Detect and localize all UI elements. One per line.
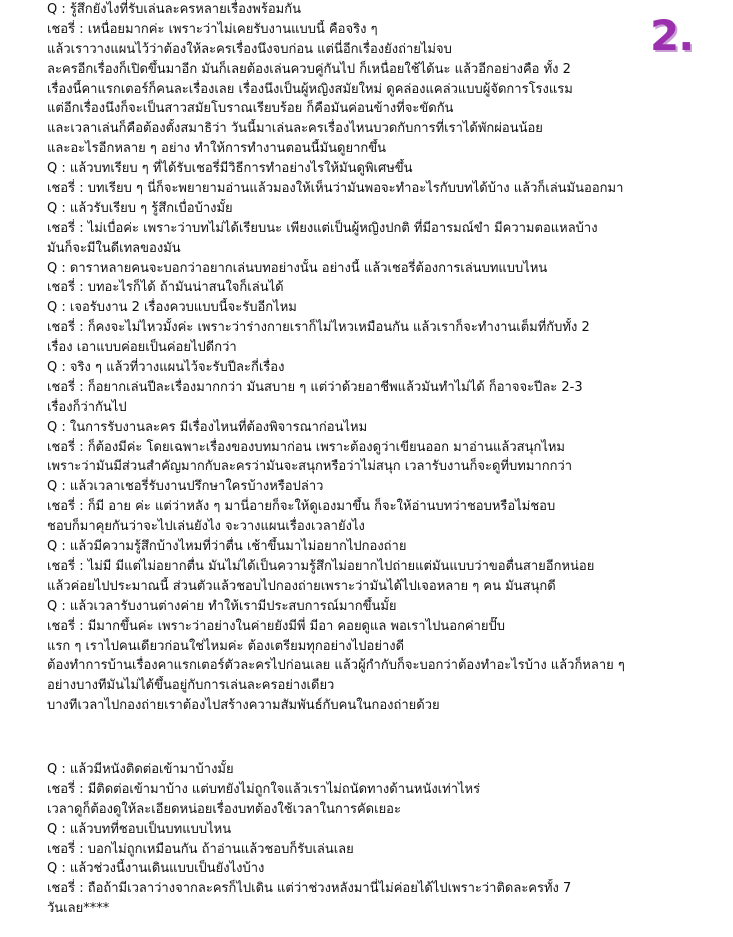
text-line: มันก็จะมีในดีเทลของมัน <box>47 240 181 256</box>
text-line: Q : รู้สึกยังไงที่รับเล่นละครหลายเรื่องพร้อมกัน <box>47 2 301 17</box>
text-line: เวลาดูก็ต้องดูให้ละเอียดหน่อยเรื่องบทต้องใช้เวลาในการคัดเยอะ <box>47 801 401 817</box>
text-line: ชอบก็มาคุยกันว่าจะไปเล่นยังไง จะวางแผนเรื่องเวลายังไง <box>47 519 365 535</box>
text-line: เชอรี่ : บทเรียบ ๆ นี่ก็จะพยายามอ่านแล้วมองให้เห็นว่ามันพอจะทำอะไรกับบทได้บ้าง แล้วก็เล่นมันออกมา <box>47 181 624 197</box>
text-line: เชอรี่ : ไม่เบื่อค่ะ เพราะว่าบทไม่ได้เรียบนะ เพียงแต่เป็นผู้หญิงปกติ ที่มีอารมณ์ขำ มีความตอแหลบ้าง <box>47 220 598 236</box>
interview-section-2 <box>47 760 687 919</box>
text-line: เชอรี่ : ก็ต้องมีค่ะ โดยเฉพาะเรื่องของบทมาก่อน เพราะต้องดูว่าเขียนออก มาอ่านแล้วสนุกไหม <box>47 439 566 455</box>
text-line: วันเลย**** <box>47 901 110 917</box>
text-line: Q : จริง ๆ แล้วที่วางแผนไว้จะรับปีละกี่เรื่อง <box>47 360 285 376</box>
text-line: Q : แล้วเวลาเชอรี่รับงานปรึกษาใครบ้างหรือปล่าว <box>47 479 324 495</box>
text-line: เพราะว่ามันมีส่วนสำคัญมากกับละครว่ามันจะสนุกหรือว่าไม่สนุก เวลารับงานก็จะดูที่บทมากกว่า <box>47 459 573 475</box>
text-line: Q : เจอรับงาน 2 เรื่องควบแบบนี้จะรับอีกไหม <box>47 300 297 316</box>
text-line: เชอรี่ : ไม่มี มีแต่ไม่อยากตื่น มันไม่ได้เป็นความรู้สึกไม่อยากไปถ่ายแต่มันแบบว่าขอตื่นสายอีกหน่อย <box>47 558 595 574</box>
text-line: แรก ๆ เราไปคนเดียวก่อนใช่ไหมค่ะ ต้องเตรียมทุกอย่างไปอย่างดี <box>47 638 405 654</box>
text-line: เชอรี่ : บอกไม่ถูกเหมือนกัน ถ้าอ่านแล้วชอบก็รับเล่นเลย <box>47 841 354 857</box>
text-line: แล้วเราวางแผนไว้ว่าต้องให้ละครเรื่องนึงจบก่อน แต่นี่อีกเรื่องยังถ่ายไม่จบ <box>47 41 452 57</box>
text-line: เรื่อง เอาแบบค่อยเป็นค่อยไปดีกว่า <box>47 340 237 356</box>
text-line: เรื่องนี้คาแรกเตอร์ก็คนละเรื่องเลย เรื่องนึงเป็นผู้หญิงสมัยใหม่ ดูคล่องแคล่วแบบผู้จัดการโรงแรม <box>47 81 573 97</box>
text-line: Q : แล้วบทเรียบ ๆ ที่ได้รับเชอรี่มีวิธีการทำอย่างไรให้มันดูพิเศษขึ้น <box>47 161 413 177</box>
text-line: และอะไรอีกหลาย ๆ อย่าง ทำให้การทำงานตอนนี้มันดูยากขึ้น <box>47 141 387 157</box>
text-line: Q : แล้วมีความรู้สึกบ้างไหมที่ว่าตื่น เช้าขึ้นมาไม่อยากไปกองถ่าย <box>47 539 407 555</box>
text-line: เชอรี่ : มีมากขึ้นค่ะ เพราะว่าอย่างในค่ายยังมีพี่ มีอา คอยดูแล พอเราไปนอกค่ายปั๊บ <box>47 618 506 634</box>
text-line: เชอรี่ : ถือถ้ามีเวลาว่างจากละครก็ไปเดิน แต่ว่าช่วงหลังมานี่ไม่ค่อยได้ไปเพราะว่าติดละครทั้ง 7 <box>47 881 572 897</box>
text-line: ต้องทำการบ้านเรื่องคาแรกเตอร์ตัวละครไปก่อนเลย แล้วผู้กำกับก็จะบอกว่าต้องทำอะไรบ้าง แล้วก็หลาย ๆ <box>47 658 625 674</box>
text-line: Q : แล้วบทที่ชอบเป็นบทแบบไหน <box>47 821 232 837</box>
text-line: Q : ดาราหลายคนจะบอกว่าอยากเล่นบทอย่างนั้น อย่างนี้ แล้วเชอรี่ต้องการเล่นบทแบบไหน <box>47 260 548 276</box>
text-line: Q : แล้วช่วงนี้งานเดินแบบเป็นยังไงบ้าง <box>47 861 265 877</box>
text-line: เชอรี่ : ก็อยากเล่นปีละเรื่องมากกว่า มันสบาย ๆ แต่ว่าด้วยอาชีพแล้วมันทำไม่ได้ ก็อาจจะปีละ 2-3 <box>47 379 583 395</box>
text-line: เรื่องก็ว่ากันไป <box>47 399 127 415</box>
page-number-logo: 2. <box>650 11 694 60</box>
text-line: เชอรี่ : เหนื่อยมากค่ะ เพราะว่าไม่เคยรับงานแบบนี้ คือจริง ๆ <box>47 21 378 37</box>
text-line: เชอรี่ : บทอะไรก็ได้ ถ้ามันน่าสนใจก็เล่นได้ <box>47 280 284 296</box>
text-line: อย่างบางทีมันไม่ได้ขึ้นอยู่กับการเล่นละครอย่างเดียว <box>47 678 335 694</box>
text-line: เชอรี่ : ก็มี อาย ค่ะ แต่ว่าหลัง ๆ มานี่อายก็จะให้ดูเองมาขึ้น ก็จะให้อ่านบทว่าชอบหรือไม่ชอบ <box>47 499 556 515</box>
text-line: และเวลาเล่นก็คือต้องตั้งสมาธิว่า วันนี้มาเล่นละครเรื่องไหนบวดกับการที่เราได้พักผ่อนน้อย <box>47 121 543 137</box>
text-line: แต่อีกเรื่องนึงก็จะเป็นสาวสมัยโบราณเรียบร้อย ก็คือมันค่อนข้างที่จะขัดกัน <box>47 101 454 117</box>
text-line: Q : แล้วเวลารับงานต่างค่าย ทำให้เรามีประสบการณ์มากขึ้นมั้ย <box>47 598 397 614</box>
text-line: ละครอีกเรื่องก็เปิดขึ้นมาอีก มันก็เลยต้องเล่นควบคู่กันไป ก็เหนื่อยใช้ได้นะ แล้วอีกอย่างคือ ทั้ง 2 <box>47 61 571 77</box>
text-line: เชอรี่ : ก็คงจะไม่ไหวมั้งค่ะ เพราะว่าร่างกายเราก็ไม่ไหวเหมือนกัน แล้วเราก็จะทำงานเต็มที่กับทั้ง 2 <box>47 320 590 336</box>
text-line: Q : แล้วมีหนังติดต่อเข้ามาบ้างมั้ย <box>47 762 234 777</box>
text-line: แล้วค่อยไปประมาณนี้ ส่วนตัวแล้วชอบไปกองถ่ายเพราะว่ามันได้ไปเจอหลาย ๆ คน มันสนุกดี <box>47 578 556 594</box>
text-line: บางทีเวลาไปกองถ่ายเราต้องไปสร้างความสัมพันธ์กับคนในกองถ่ายด้วย <box>47 698 440 714</box>
text-line: เชอรี่ : มีติดต่อเข้ามาบ้าง แต่บทยังไม่ถูกใจแล้วเราไม่ถนัดทางด้านหนังเท่าไหร่ <box>47 781 481 797</box>
interview-section-1 <box>47 0 687 716</box>
text-line: Q : ในการรับงานละคร มีเรื่องไหนที่ต้องพิจารณาก่อนไหม <box>47 419 368 435</box>
text-line: Q : แล้วรับเรียบ ๆ รู้สึกเบื่อบ้างมั้ย <box>47 200 233 216</box>
